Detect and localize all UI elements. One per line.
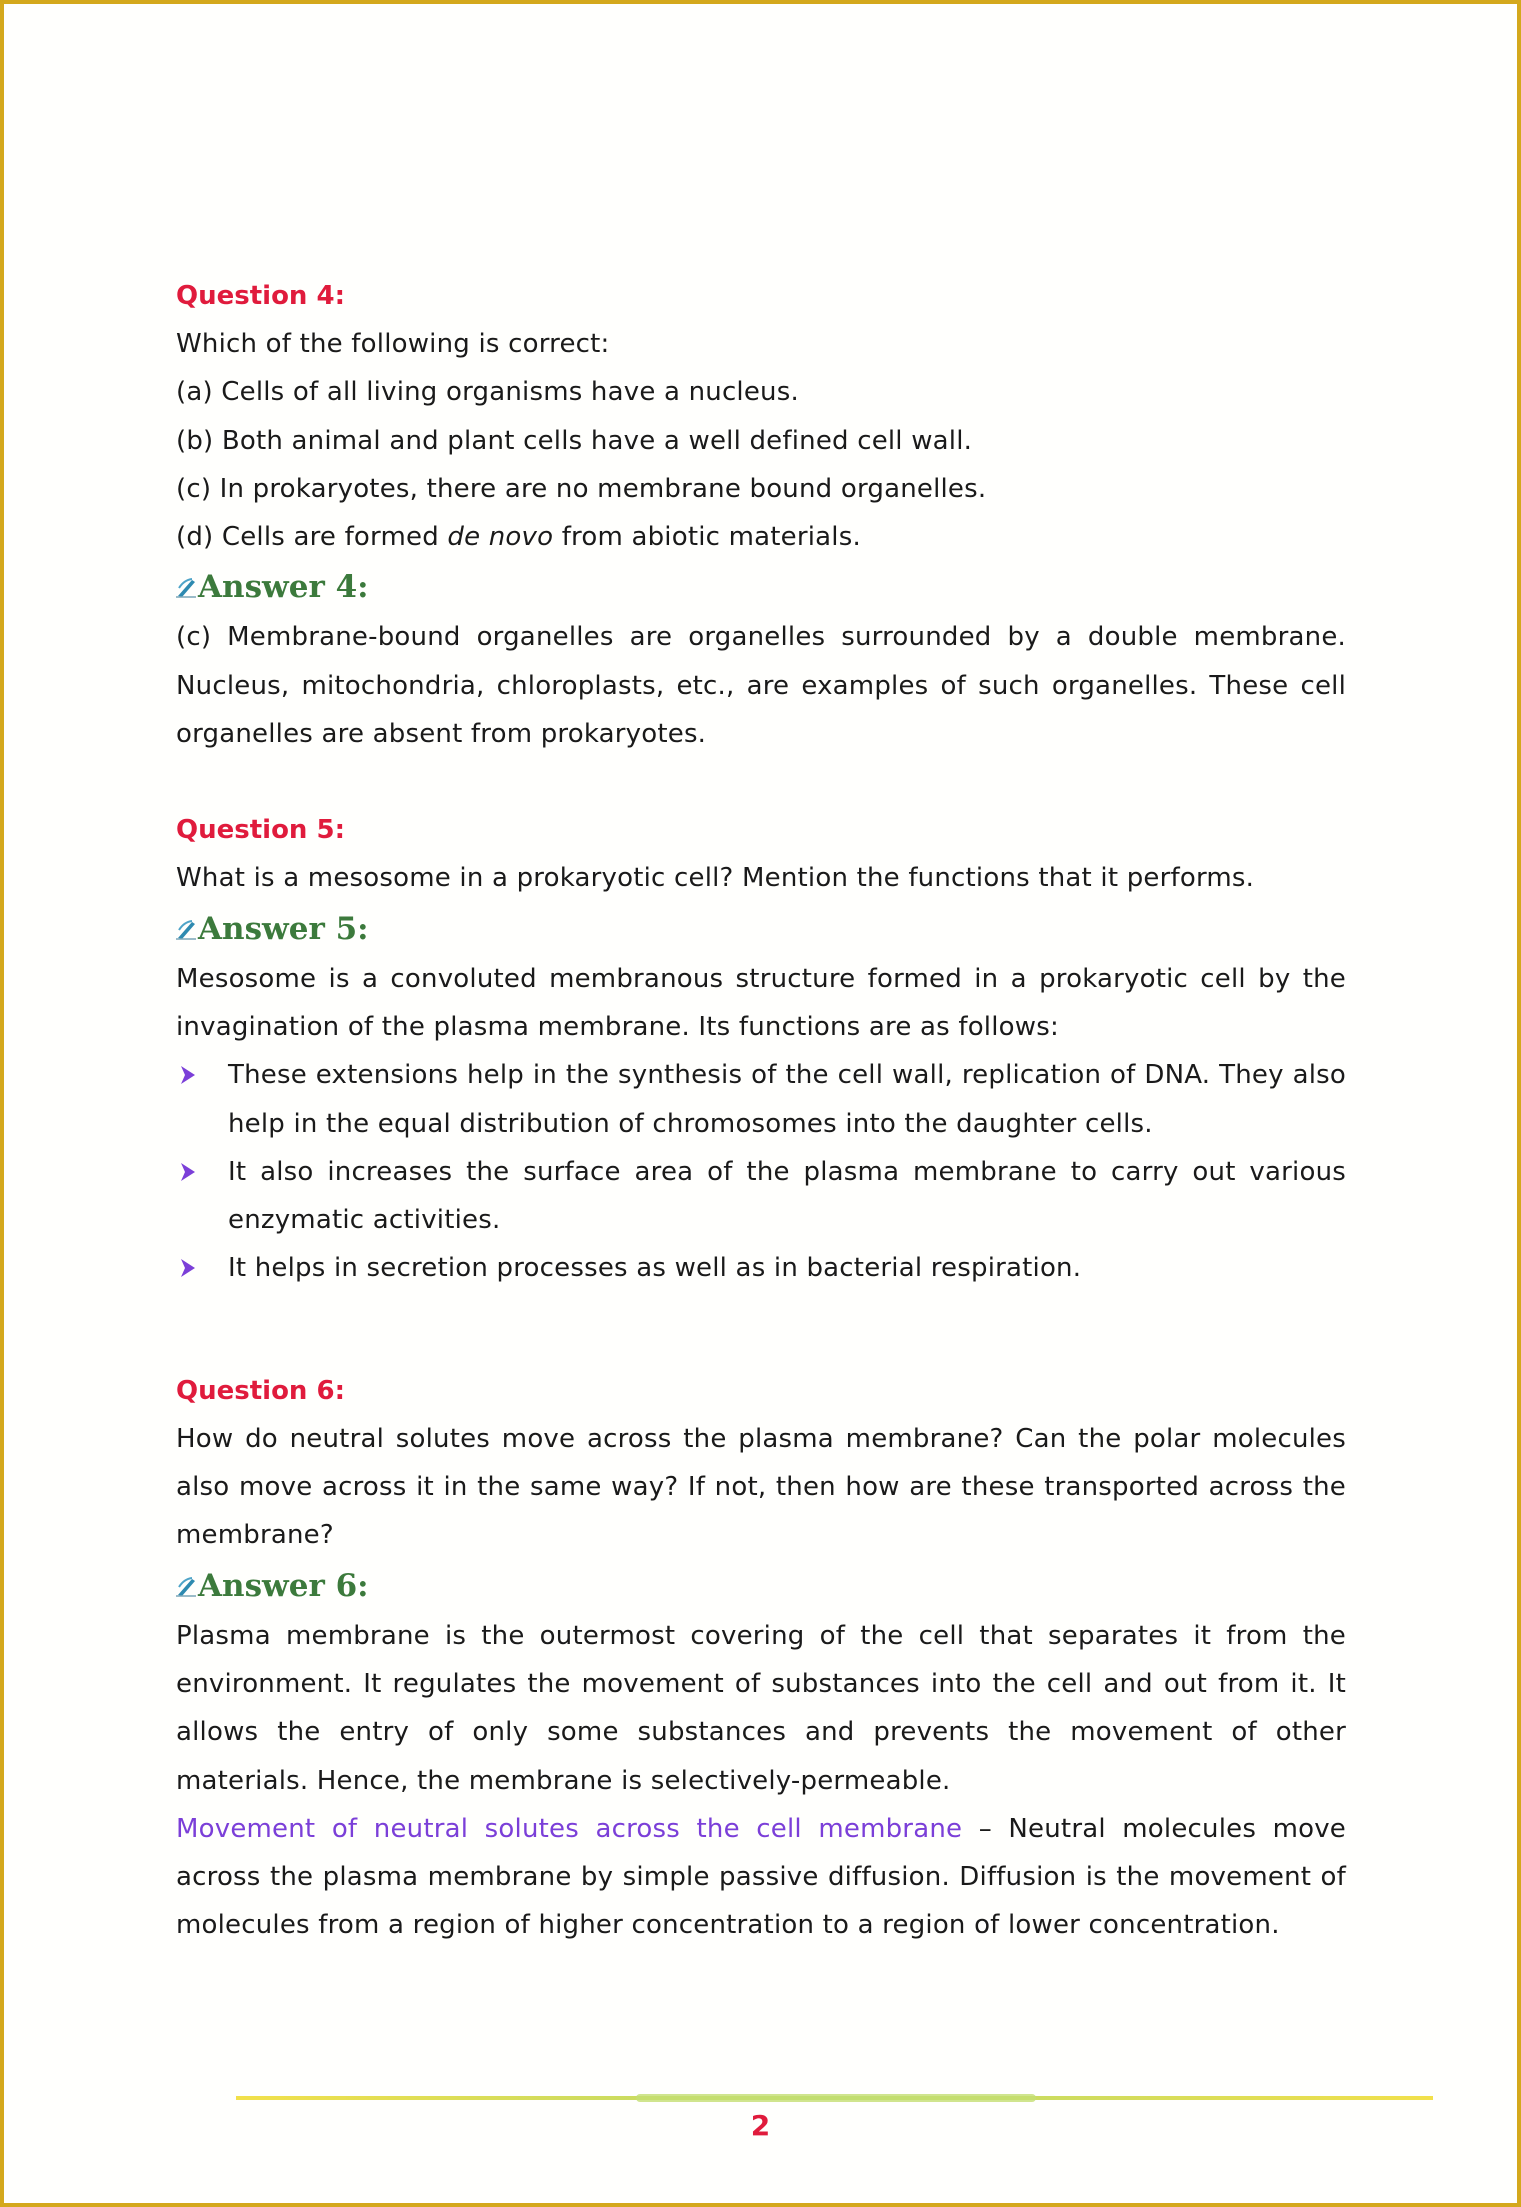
- question-5-heading: Question 5:: [176, 815, 345, 846]
- answer-5-bullet-list: [176, 1051, 1346, 1292]
- answer-6-label: Answer 6:: [198, 1567, 369, 1604]
- list-item: [176, 1051, 1346, 1148]
- answer-6-text: Plasma membrane is the outermost covering of the cell that separates it from the environment. It regulates the movement of substances into the cell and out from it. It allows the entry of only some substances and prevents the movement of other materials. Hence, the membrane is selectively-permeable.: [176, 1620, 1346, 1796]
- spacer: [176, 758, 1346, 806]
- answer-pen-icon: [176, 576, 196, 598]
- answer-6-highlight-rest: – Neutral molecules move across the plasma membrane by simple passive diffusion. Diffusion is the movement of molecules from a region of higher concentration to a region of lower concentration.: [176, 1813, 1346, 1941]
- bullet-text: These extensions help in the synthesis of the cell wall, replication of DNA. They also help in the equal distribution of chromosomes into the daughter cells.: [228, 1060, 1346, 1139]
- option-d-italic: de novo: [447, 522, 554, 553]
- question-6-prompt: How do neutral solutes move across the plasma membrane? Can the polar molecules also move across it in the same way? If not, then how are these transported across the membrane?: [176, 1423, 1346, 1551]
- question-4-option-c: (c) In prokaryotes, there are no membrane bound organelles.: [176, 473, 987, 504]
- page-content: [176, 272, 1346, 1950]
- arrow-bullet-icon: [180, 1162, 196, 1182]
- list-item: [176, 1244, 1346, 1292]
- arrow-bullet-icon: [180, 1258, 196, 1278]
- page-number: 2: [750, 2109, 771, 2142]
- answer-4-heading: [176, 561, 1346, 613]
- answer-5-text: Mesosome is a convoluted membranous structure formed in a prokaryotic cell by the invagination of the plasma membrane. Its functions are as follows:: [176, 963, 1346, 1042]
- question-6-heading: Question 6:: [176, 1375, 345, 1406]
- list-item: [176, 1148, 1346, 1245]
- arrow-bullet-icon: [180, 1065, 196, 1085]
- answer-6-highlight: Movement of neutral solutes across the cell membrane: [176, 1813, 963, 1844]
- question-4-prompt: Which of the following is correct:: [176, 329, 610, 359]
- bullet-text: It also increases the surface area of the plasma membrane to carry out various enzymatic activities.: [228, 1156, 1346, 1236]
- answer-4-text: (c) Membrane-bound organelles are organelles surrounded by a double membrane. Nucleus, mitochondria, chloroplasts, etc., are examples of such organelles. These cell organelles are absent from prokaryotes.: [176, 622, 1346, 750]
- answer-4-label: Answer 4:: [198, 569, 369, 606]
- answer-5-heading: [176, 903, 1346, 955]
- question-4-option-d: [176, 513, 1346, 561]
- option-d-suffix: from abiotic materials.: [553, 522, 861, 553]
- answer-pen-icon: [176, 918, 196, 940]
- answer-5-label: Answer 5:: [198, 910, 369, 947]
- question-4-option-b: (b) Both animal and plant cells have a well defined cell wall.: [176, 425, 973, 456]
- footer-divider: [236, 2093, 1433, 2103]
- bullet-text: It helps in secretion processes as well as in bacterial respiration.: [228, 1253, 1082, 1284]
- question-5-prompt: What is a mesosome in a prokaryotic cell? Mention the functions that it performs.: [176, 863, 1255, 894]
- question-4-option-a: (a) Cells of all living organisms have a nucleus.: [176, 377, 799, 408]
- spacer: [176, 1293, 1346, 1367]
- answer-pen-icon: [176, 1575, 196, 1597]
- question-4-heading: Question 4:: [176, 281, 345, 311]
- answer-6-diffusion-text: [176, 1805, 1346, 1950]
- option-d-prefix: (d) Cells are formed: [176, 522, 448, 553]
- answer-6-heading: [176, 1560, 1346, 1612]
